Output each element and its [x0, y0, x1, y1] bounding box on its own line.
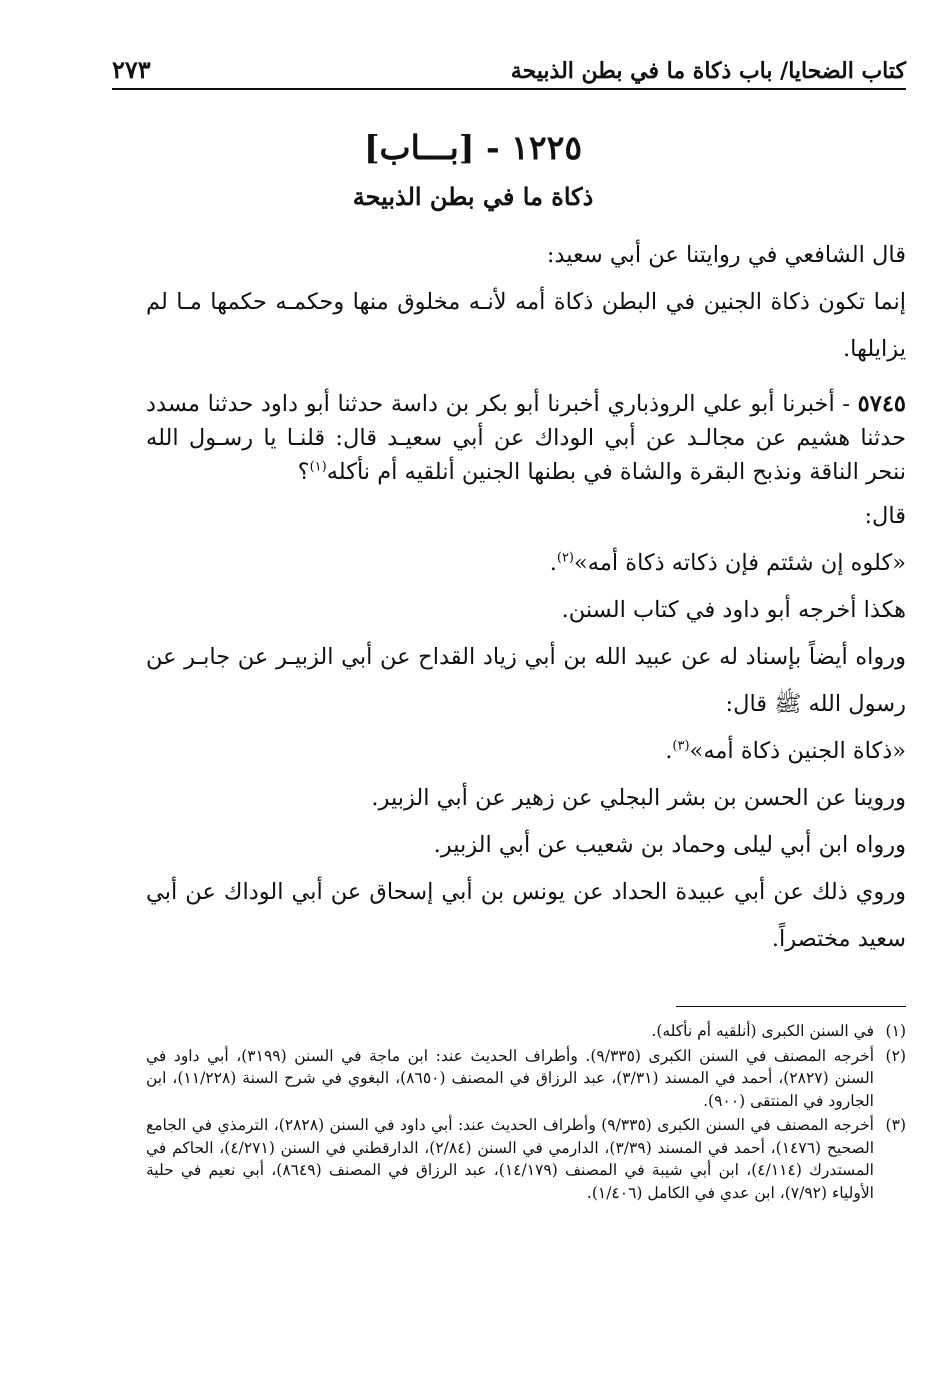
paragraph-shafii-quote: إنما تكون ذكاة الجنين في البطن ذكاة أمه لأنـه مخلوق منها وحكمـه حكمها مـا لم يزايلها. [146, 289, 906, 362]
paragraph-prophet-quote-2 [146, 728, 906, 775]
footnotes [146, 1020, 906, 1206]
section-subtitle: ذكاة ما في بطن الذبيحة [352, 182, 594, 211]
quote-text-2: «ذكاة الجنين ذكاة أمه» [689, 738, 906, 764]
quote-text-1: «كلوه إن شئتم فإن ذكاته ذكاة أمه» [574, 550, 906, 576]
paragraph-ibn-abi-layla: ورواه ابن أبي ليلى وحماد بن شعيب عن أبي الزبير. [433, 832, 906, 858]
page-header [112, 50, 906, 90]
quote-end-2: . [665, 738, 673, 764]
footnote-number: (١) [885, 1022, 906, 1040]
footnote-text: في السنن الكبرى (أنلقيه أم نأكله). [651, 1022, 874, 1040]
footnote-ref-2[interactable]: (٢) [556, 550, 574, 566]
hadith-entry [146, 387, 906, 489]
footnote-number: (٢) [885, 1046, 906, 1065]
quote-end-1: . [549, 550, 557, 576]
footnote-number: (٣) [885, 1116, 906, 1134]
hadith-end: ؟ [297, 459, 310, 485]
chapter-title: ١٢٢٥ - [بـــاب] [363, 128, 583, 167]
footnote-3 [146, 1114, 906, 1204]
paragraph-abu-ubayda: وروي ذلك عن أبي عبيدة الحداد عن يونس بن أبي إسحاق عن أبي الوداك عن أبي سعيد مختصراً. [146, 879, 906, 952]
paragraph-hasan-chain: وروينا عن الحسن بن بشر البجلي عن زهير عن أبي الزبير. [371, 785, 906, 811]
footnote-ref-1[interactable]: (١) [309, 459, 327, 475]
footnote-2 [146, 1045, 906, 1113]
running-title: كتاب الضحايا/ باب ذكاة ما في بطن الذبيحة [510, 58, 906, 84]
page-number: ٢٧٣ [112, 55, 151, 84]
paragraph-intro: قال الشافعي في روايتنا عن أبي سعيد: [546, 242, 906, 268]
paragraph-abu-dawud: هكذا أخرجه أبو داود في كتاب السنن. [561, 597, 906, 623]
footnote-text: أخرجه المصنف في السنن الكبرى (٩/٣٣٥) وأطراف الحديث عند: أبي داود في السنن (٢٨٢٨)، الترمذي في الجامع الصحيح (١٤٧٦)، أحمد في المسند (٣/٣٩)، الدارمي في السنن (٢/٨٤)، الدارقطني في السنن (٤/٢٧١)، الحاكم في المستدرك (٤/١١٤)، ابن أبي شيبة في المصنف (١٤/١٧٩)، عبد الرزاق في المصنف (٨٦٤٩)، أبي نعيم في حلية الأولياء (٧/٩٢)، ابن عدي في الكامل (١/٤٠٦). [146, 1116, 875, 1202]
footnote-1 [146, 1020, 906, 1043]
hadith-text: - أخبرنا أبو علي الروذباري أخبرنا أبو بكر بن داسة حدثنا أبو داود حدثنا مسدد حدثنا هشيم عن مجالـد عن أبي الوداك عن أبي سعيـد قال: قلنـا يا رسـول الله ننحر الناقة ونذبح البقرة والشاة في بطنها الجنين أنلقيه أم نأكله [146, 391, 906, 485]
paragraph-qala: قال: [864, 503, 906, 529]
footnote-separator [676, 1006, 906, 1007]
footnote-text: أخرجه المصنف في السنن الكبرى (٩/٣٣٥). وأطراف الحديث عند: ابن ماجة في السنن (٣١٩٩)، أبي داود في السنن (٢٨٢٧)، أحمد في المسند (٣/٣١)، عبد الرزاق في المصنف (٨٦٥٠)، البغوي في شرح السنة (١١/٢٢٨)، ابن الجارود في المنتقى (٩٠٠). [146, 1046, 875, 1110]
footnote-ref-3[interactable]: (٣) [672, 738, 690, 754]
paragraph-jabir-chain: ورواه أيضاً بإسناد له عن عبيد الله بن أبي زياد القداح عن أبي الزبيـر عن جابـر عن رسول الله ﷺ قال: [146, 644, 906, 717]
main-text [146, 232, 906, 963]
hadith-number: ٥٧٤٥ [857, 391, 906, 417]
paragraph-prophet-quote-1 [146, 540, 906, 587]
